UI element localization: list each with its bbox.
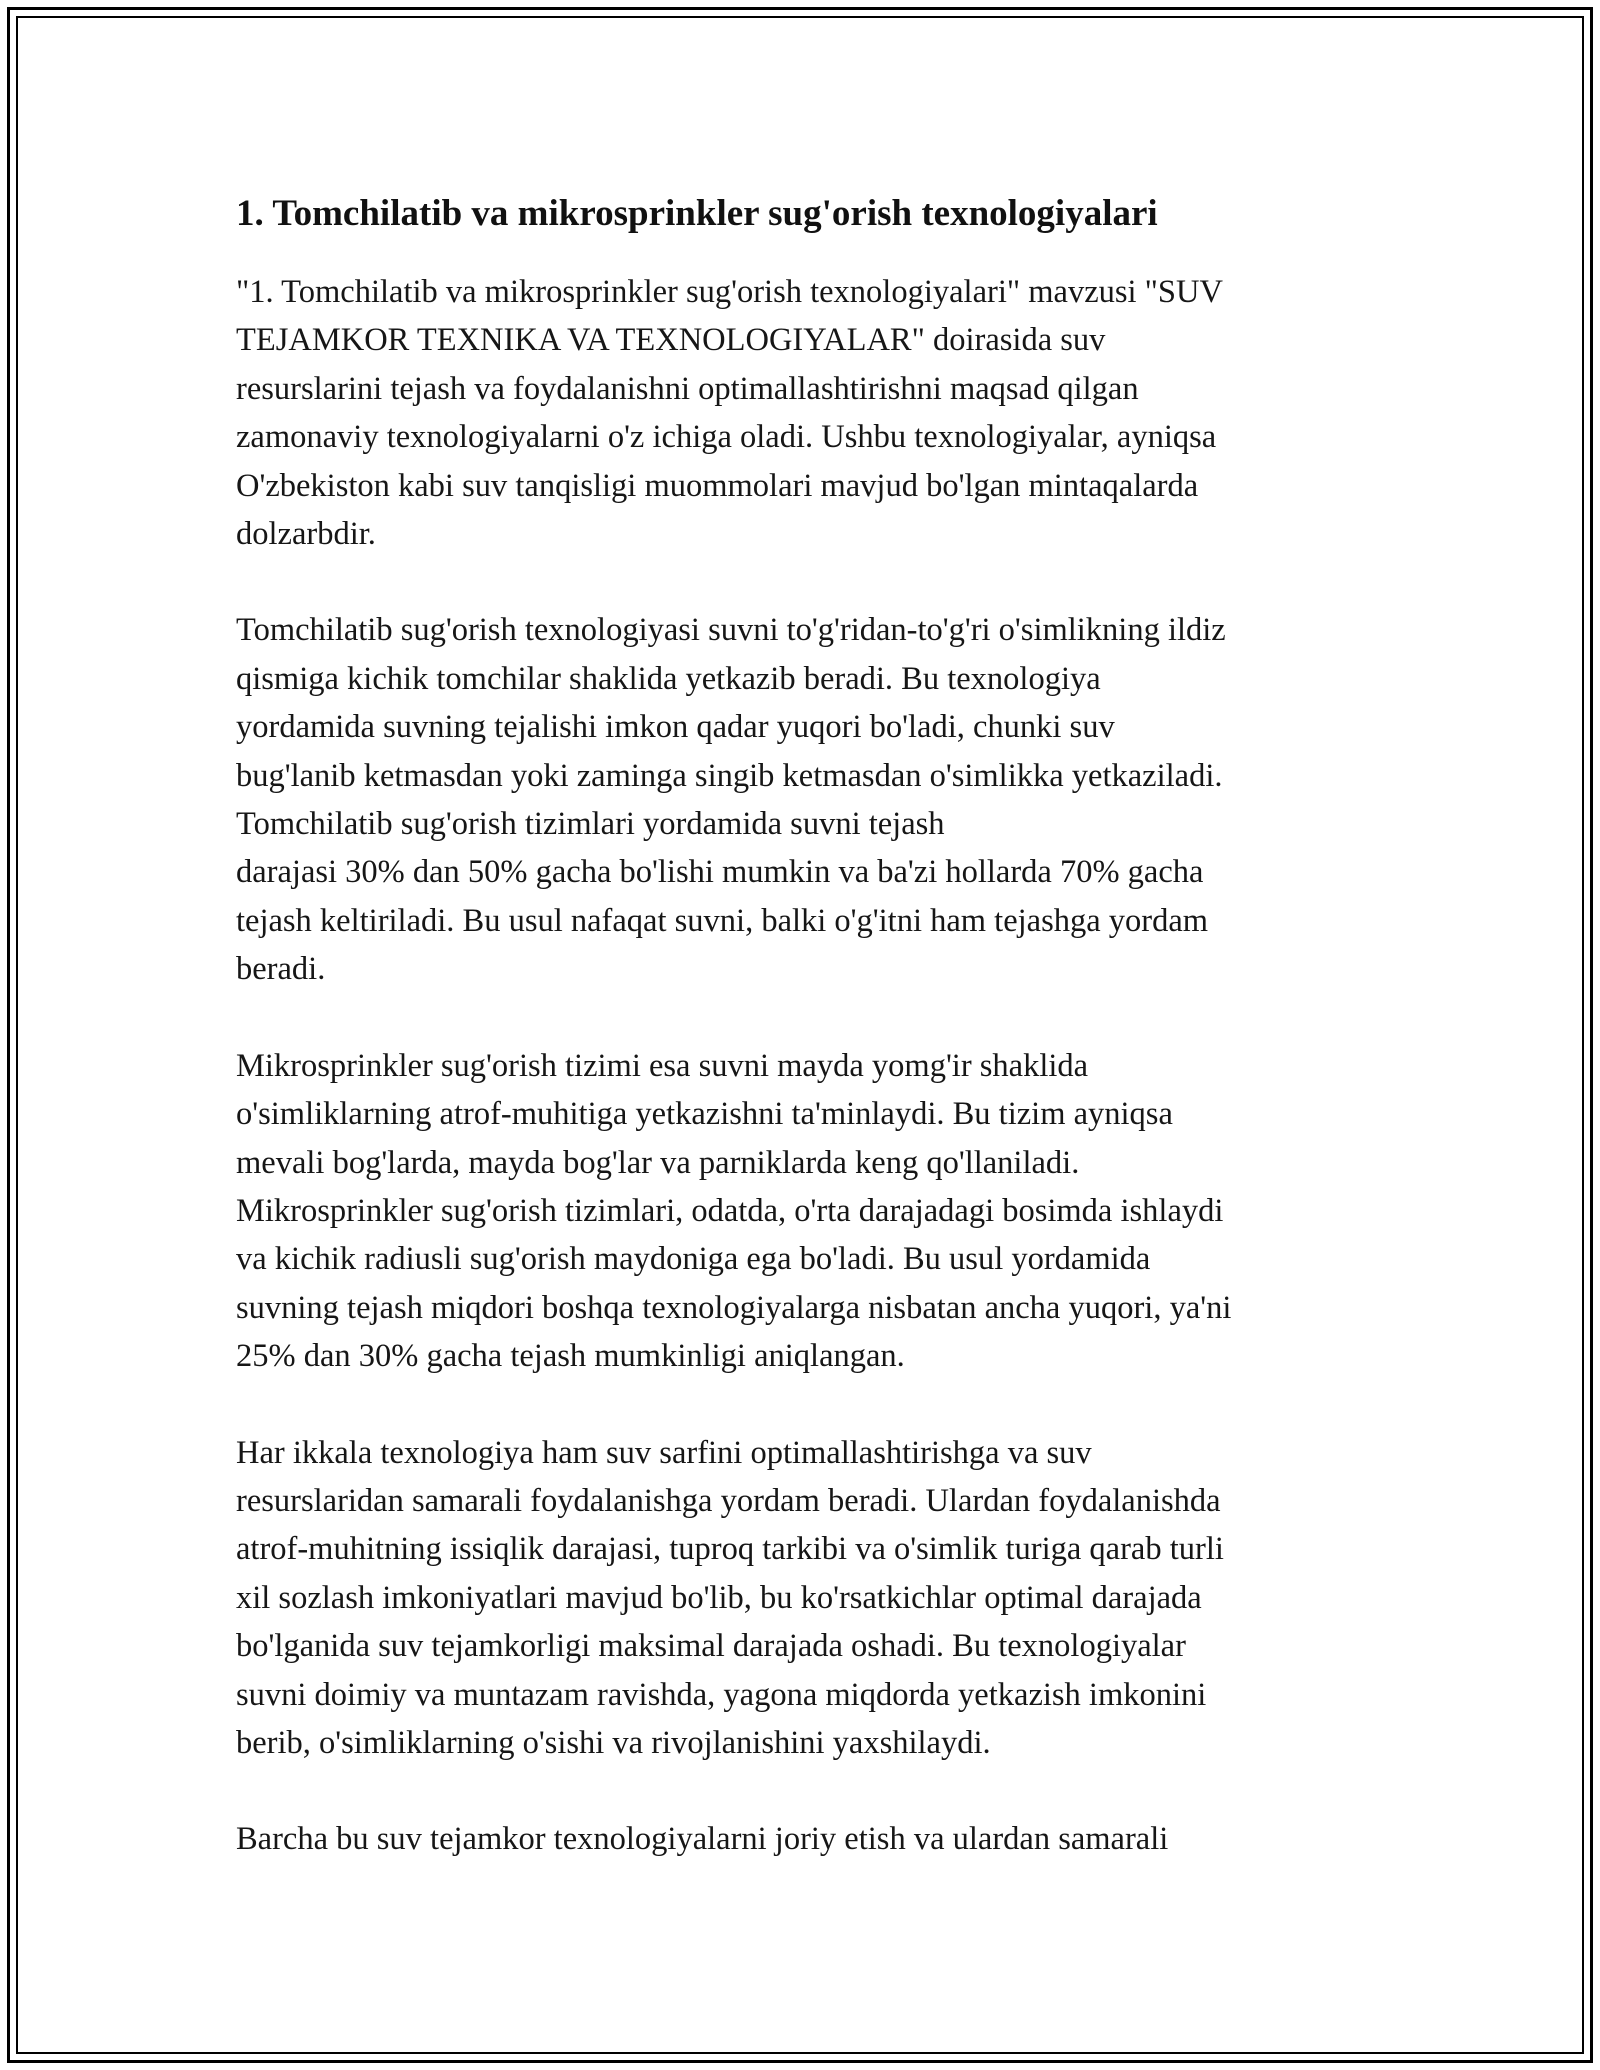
paragraph-line: beradi.	[236, 951, 326, 988]
paragraph-line: bug'lanib ketmasdan yoki zaminga singib ketmasdan o'simlikka yetkaziladi.	[236, 757, 1223, 794]
paragraph-line: berib, o'simliklarning o'sishi va rivojlanishini yaxshilaydi.	[236, 1724, 991, 1761]
paragraph-line: mevali bog'larda, mayda bog'lar va parniklarda keng qo'llaniladi.	[236, 1144, 1080, 1181]
paragraph-line: Mikrosprinkler sug'orish tizimi esa suvni mayda yomg'ir shaklida	[236, 1047, 1089, 1084]
paragraph-line: resurslarini tejash va foydalanishni optimallashtirishni maqsad qilgan	[236, 370, 1139, 407]
paragraph-line: va kichik radiusli sug'orish maydoniga ega bo'ladi. Bu usul yordamida	[236, 1241, 1151, 1278]
paragraph-line: Tomchilatib sug'orish tizimlari yordamida suvni tejash	[236, 806, 945, 843]
paragraph-4	[236, 1429, 1366, 1768]
paragraph-line: "1. Tomchilatib va mikrosprinkler sug'orish texnologiyalari" mavzusi "SUV	[236, 274, 1223, 310]
paragraph-line: darajasi 30% dan 50% gacha bo'lishi mumkin va ba'zi hollarda 70% gacha	[236, 854, 1204, 891]
paragraph-line: Har ikkala texnologiya ham suv sarfini optimallashtirishga va suv	[236, 1434, 1092, 1471]
paragraph-5	[236, 1815, 1366, 1863]
paragraph-line: qismiga kichik tomchilar shaklida yetkazib beradi. Bu texnologiya	[236, 660, 1101, 697]
paragraph-line: bo'lganida suv tejamkorligi maksimal darajada oshadi. Bu texnologiyalar	[236, 1628, 1186, 1665]
paragraph-line: atrof-muhitning issiqlik darajasi, tuproq tarkibi va o'simlik turiga qarab turli	[236, 1531, 1224, 1568]
paragraph-line: O'zbekiston kabi suv tanqisligi muommolari mavjud bo'lgan mintaqalarda	[236, 467, 1199, 504]
document-title: 1. Tomchilatib va mikrosprinkler sug'orish texnologiyalari	[236, 193, 1158, 234]
paragraph-line: dolzarbdir.	[236, 516, 376, 553]
paragraph-2	[236, 606, 1366, 993]
paragraph-line: resurslaridan samarali foydalanishga yordam beradi. Ulardan foydalanishda	[236, 1482, 1221, 1519]
paragraph-line: zamonaviy texnologiyalarni o'z ichiga oladi. Ushbu texnologiyalar, ayniqsa	[236, 419, 1217, 456]
paragraph-line: xil sozlash imkoniyatlari mavjud bo'lib, bu ko'rsatkichlar optimal darajada	[236, 1579, 1202, 1616]
paragraph-line: tejash keltiriladi. Bu usul nafaqat suvni, balki o'g'itni ham tejashga yordam	[236, 902, 1209, 939]
paragraph-line: yordamida suvning tejalishi imkon qadar yuqori bo'ladi, chunki suv	[236, 709, 1115, 746]
paragraph-line: TEJAMKOR TEXNIKA VA TEXNOLOGIYALAR" doirasida suv	[236, 322, 1106, 359]
paragraph-line: suvning tejash miqdori boshqa texnologiyalarga nisbatan ancha yuqori, ya'ni	[236, 1289, 1232, 1326]
document-body	[236, 186, 1366, 1912]
paragraph-line: Barcha bu suv tejamkor texnologiyalarni joriy etish va ulardan samarali	[236, 1821, 1169, 1858]
paragraph-1	[236, 268, 1366, 558]
paragraph-line: Mikrosprinkler sug'orish tizimlari, odatda, o'rta darajadagi bosimda ishlaydi	[236, 1192, 1224, 1229]
paragraph-line: suvni doimiy va muntazam ravishda, yagona miqdorda yetkazish imkonini	[236, 1676, 1207, 1713]
paragraph-line: Tomchilatib sug'orish texnologiyasi suvni to'g'ridan-to'g'ri o'simlikning ildiz	[236, 612, 1226, 649]
paragraph-line: 25% dan 30% gacha tejash mumkinligi aniqlangan.	[236, 1338, 905, 1375]
paragraph-3	[236, 1042, 1366, 1381]
paragraph-line: o'simliklarning atrof-muhitiga yetkazishni ta'minlaydi. Bu tizim ayniqsa	[236, 1096, 1173, 1133]
